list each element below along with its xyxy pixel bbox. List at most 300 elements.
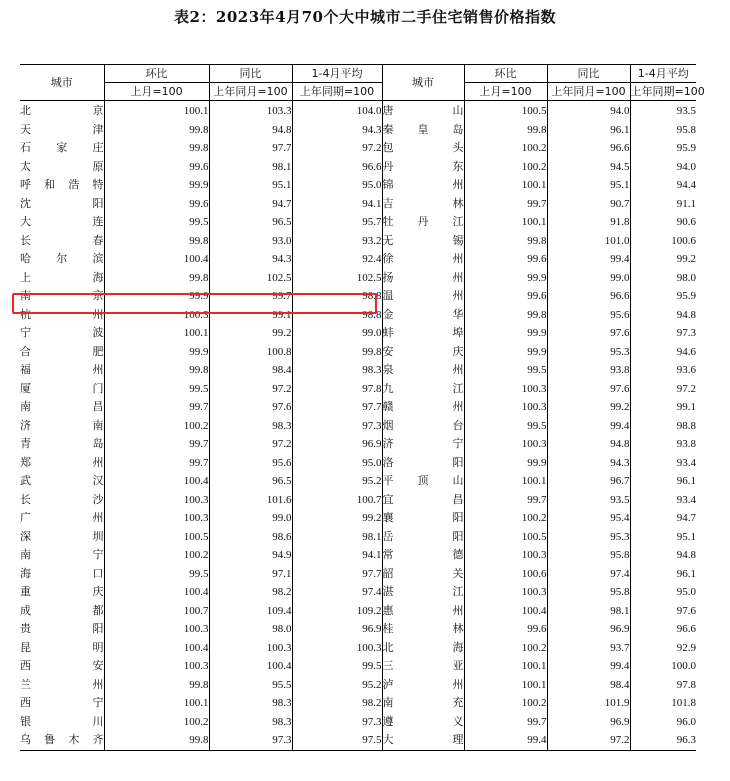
- avg-value-right: 97.6: [630, 602, 696, 621]
- mom-value-left: 100.3: [104, 509, 209, 528]
- city-name-left: 成都: [20, 603, 104, 617]
- avg-value-right: 97.2: [630, 380, 696, 399]
- yoy-value-left: 97.1: [209, 565, 292, 584]
- mom-value-left: 99.8: [104, 139, 209, 158]
- yoy-value-right: 96.9: [547, 713, 630, 732]
- yoy-value-right: 97.2: [547, 731, 630, 750]
- mom-value-right: 100.2: [464, 639, 547, 658]
- yoy-value-left: 98.4: [209, 361, 292, 380]
- yoy-value-right: 99.0: [547, 269, 630, 288]
- yoy-value-left: 99.1: [209, 306, 292, 325]
- yoy-value-right: 94.0: [547, 101, 630, 121]
- avg-value-left: 104.0: [292, 101, 382, 121]
- avg-value-left: 100.3: [292, 639, 382, 658]
- table-row: [20, 417, 696, 436]
- mom-value-right: 100.6: [464, 565, 547, 584]
- yoy-value-left: 97.6: [209, 398, 292, 417]
- avg-value-left: 99.8: [292, 343, 382, 362]
- yoy-value-right: 99.4: [547, 250, 630, 269]
- yoy-value-right: 97.4: [547, 565, 630, 584]
- city-name-right: 扬州: [382, 269, 464, 288]
- yoy-value-right: 95.8: [547, 546, 630, 565]
- yoy-value-left: 97.2: [209, 435, 292, 454]
- table-row: [20, 213, 696, 232]
- city-name-left: 上海: [20, 270, 104, 284]
- city-name-left: 厦门: [20, 381, 104, 395]
- city-name-left: 郑州: [20, 455, 104, 469]
- avg-value-left: 97.3: [292, 713, 382, 732]
- avg-value-right: 96.3: [630, 731, 696, 750]
- avg-value-right: 92.9: [630, 639, 696, 658]
- yoy-value-right: 94.5: [547, 158, 630, 177]
- city-name-right: 平顶山: [382, 472, 464, 491]
- avg-value-right: 93.4: [630, 491, 696, 510]
- price-index-table: [20, 64, 705, 751]
- avg-value-right: 101.8: [630, 694, 696, 713]
- yoy-value-left: 94.3: [209, 250, 292, 269]
- city-name-right: 锦州: [382, 176, 464, 195]
- table-row: [20, 435, 696, 454]
- mom-value-right: 100.3: [464, 435, 547, 454]
- mom-value-left: 100.7: [104, 602, 209, 621]
- avg-value-left: 94.1: [292, 195, 382, 214]
- yoy-value-right: 96.7: [547, 472, 630, 491]
- table-row: [20, 250, 696, 269]
- avg-value-right: 90.6: [630, 213, 696, 232]
- city-name-right: 九江: [382, 380, 464, 399]
- city-name-right: 吉林: [382, 195, 464, 214]
- mom-value-left: 99.8: [104, 121, 209, 140]
- yoy-value-left: 99.0: [209, 509, 292, 528]
- mom-value-right: 100.2: [464, 509, 547, 528]
- header-mom-base-left: 上月=100: [104, 83, 209, 101]
- avg-value-left: 95.2: [292, 676, 382, 695]
- avg-value-right: 95.0: [630, 583, 696, 602]
- mom-value-left: 99.5: [104, 565, 209, 584]
- mom-value-left: 99.6: [104, 158, 209, 177]
- city-name-left: 北京: [20, 104, 104, 118]
- table-row: [20, 472, 696, 491]
- city-name-left: 济南: [20, 418, 104, 432]
- mom-value-right: 100.1: [464, 213, 547, 232]
- avg-value-left: 99.0: [292, 324, 382, 343]
- header-mom-base-right: 上月=100: [464, 83, 547, 101]
- city-name-left: 合肥: [20, 344, 104, 358]
- city-name-right: 金华: [382, 306, 464, 325]
- mom-value-left: 99.9: [104, 287, 209, 306]
- mom-value-right: 100.3: [464, 380, 547, 399]
- avg-value-left: 94.3: [292, 121, 382, 140]
- table-row: [20, 176, 696, 195]
- mom-value-right: 100.2: [464, 158, 547, 177]
- mom-value-left: 99.6: [104, 195, 209, 214]
- avg-value-right: 97.3: [630, 324, 696, 343]
- yoy-value-left: 100.3: [209, 639, 292, 658]
- table-row: [20, 158, 696, 177]
- mom-value-left: 99.8: [104, 731, 209, 750]
- avg-value-right: 91.1: [630, 195, 696, 214]
- yoy-value-right: 95.1: [547, 176, 630, 195]
- avg-value-right: 94.7: [630, 509, 696, 528]
- header-mom-right: 环比: [464, 65, 547, 83]
- yoy-value-right: 96.9: [547, 620, 630, 639]
- yoy-value-left: 97.2: [209, 380, 292, 399]
- table-row: [20, 546, 696, 565]
- yoy-value-left: 97.7: [209, 139, 292, 158]
- mom-value-left: 100.4: [104, 639, 209, 658]
- city-name-right: 丹东: [382, 158, 464, 177]
- yoy-value-left: 97.3: [209, 731, 292, 750]
- avg-value-right: 96.1: [630, 472, 696, 491]
- yoy-value-left: 93.0: [209, 232, 292, 251]
- city-name-left: 西安: [20, 659, 104, 673]
- yoy-value-left: 99.2: [209, 324, 292, 343]
- mom-value-left: 100.3: [104, 620, 209, 639]
- table-row: [20, 139, 696, 158]
- yoy-value-right: 98.4: [547, 676, 630, 695]
- avg-value-right: 95.1: [630, 528, 696, 547]
- avg-value-right: 95.9: [630, 287, 696, 306]
- mom-value-right: 99.9: [464, 324, 547, 343]
- city-name-right: 济宁: [382, 435, 464, 454]
- table-row: [20, 731, 696, 750]
- avg-value-left: 92.4: [292, 250, 382, 269]
- yoy-value-right: 101.9: [547, 694, 630, 713]
- mom-value-left: 100.3: [104, 491, 209, 510]
- city-name-left: 武汉: [20, 474, 104, 488]
- city-name-right: 徐州: [382, 250, 464, 269]
- yoy-value-left: 95.6: [209, 454, 292, 473]
- avg-value-left: 95.0: [292, 176, 382, 195]
- table-row: [20, 306, 696, 325]
- avg-value-left: 99.2: [292, 509, 382, 528]
- header-row-2: [20, 83, 696, 101]
- avg-value-left: 98.3: [292, 361, 382, 380]
- table-row: [20, 343, 696, 362]
- table-row: [20, 269, 696, 288]
- yoy-value-right: 94.3: [547, 454, 630, 473]
- table-row: [20, 639, 696, 658]
- avg-value-right: 94.0: [630, 158, 696, 177]
- avg-value-left: 98.1: [292, 528, 382, 547]
- mom-value-right: 100.3: [464, 546, 547, 565]
- avg-value-left: 100.7: [292, 491, 382, 510]
- avg-value-right: 94.8: [630, 306, 696, 325]
- city-name-right: 温州: [382, 287, 464, 306]
- yoy-value-right: 101.0: [547, 232, 630, 251]
- city-name-left: 乌鲁木齐: [20, 733, 104, 747]
- city-name-right: 秦皇岛: [382, 121, 464, 140]
- mom-value-left: 99.8: [104, 269, 209, 288]
- avg-value-left: 102.5: [292, 269, 382, 288]
- city-name-left: 大连: [20, 215, 104, 229]
- yoy-value-left: 101.6: [209, 491, 292, 510]
- avg-value-right: 96.0: [630, 713, 696, 732]
- city-name-left: 长春: [20, 233, 104, 247]
- mom-value-right: 100.2: [464, 139, 547, 158]
- table-row: [20, 380, 696, 399]
- avg-value-right: 93.5: [630, 101, 696, 121]
- avg-value-left: 98.2: [292, 694, 382, 713]
- avg-value-left: 97.5: [292, 731, 382, 750]
- avg-value-left: 99.5: [292, 657, 382, 676]
- yoy-value-right: 91.8: [547, 213, 630, 232]
- avg-value-right: 95.9: [630, 139, 696, 158]
- yoy-value-right: 96.6: [547, 139, 630, 158]
- yoy-value-left: 98.2: [209, 583, 292, 602]
- mom-value-right: 100.1: [464, 676, 547, 695]
- city-name-right: 洛阳: [382, 454, 464, 473]
- avg-value-right: 93.4: [630, 454, 696, 473]
- yoy-value-left: 98.0: [209, 620, 292, 639]
- city-name-left: 广州: [20, 511, 104, 525]
- avg-value-right: 96.1: [630, 565, 696, 584]
- avg-value-left: 97.3: [292, 417, 382, 436]
- yoy-value-left: 99.7: [209, 287, 292, 306]
- city-name-right: 无锡: [382, 232, 464, 251]
- yoy-value-right: 95.8: [547, 583, 630, 602]
- mom-value-left: 99.7: [104, 435, 209, 454]
- mom-value-left: 100.1: [104, 694, 209, 713]
- city-name-left: 海口: [20, 566, 104, 580]
- table-row: [20, 101, 696, 121]
- mom-value-right: 99.4: [464, 731, 547, 750]
- header-row-1: [20, 65, 696, 83]
- mom-value-left: 100.4: [104, 250, 209, 269]
- mom-value-left: 100.3: [104, 306, 209, 325]
- city-name-left: 南昌: [20, 400, 104, 414]
- mom-value-right: 100.1: [464, 472, 547, 491]
- yoy-value-left: 109.4: [209, 602, 292, 621]
- mom-value-right: 100.1: [464, 657, 547, 676]
- table-row: [20, 694, 696, 713]
- city-name-right: 襄阳: [382, 509, 464, 528]
- header-yoy-base-left: 上年同月=100: [209, 83, 292, 101]
- city-name-right: 北海: [382, 639, 464, 658]
- city-name-right: 泉州: [382, 361, 464, 380]
- city-name-left: 昆明: [20, 640, 104, 654]
- city-name-right: 湛江: [382, 583, 464, 602]
- city-name-right: 韶关: [382, 565, 464, 584]
- avg-value-left: 95.0: [292, 454, 382, 473]
- table-row: [20, 713, 696, 732]
- avg-value-left: 109.2: [292, 602, 382, 621]
- yoy-value-left: 94.9: [209, 546, 292, 565]
- city-name-left: 天津: [20, 122, 104, 136]
- header-yoy-base-right: 上年同月=100: [547, 83, 630, 101]
- yoy-value-left: 100.8: [209, 343, 292, 362]
- city-name-left: 南宁: [20, 548, 104, 562]
- mom-value-right: 99.7: [464, 491, 547, 510]
- mom-value-right: 100.1: [464, 176, 547, 195]
- mom-value-right: 99.6: [464, 250, 547, 269]
- yoy-value-left: 96.5: [209, 213, 292, 232]
- mom-value-right: 100.5: [464, 101, 547, 121]
- mom-value-left: 99.9: [104, 176, 209, 195]
- table-row: [20, 361, 696, 380]
- mom-value-right: 99.7: [464, 713, 547, 732]
- table-row: [20, 324, 696, 343]
- yoy-value-right: 93.8: [547, 361, 630, 380]
- avg-value-left: 98.8: [292, 306, 382, 325]
- header-yoy-left: 同比: [209, 65, 292, 83]
- avg-value-right: 93.8: [630, 435, 696, 454]
- table-row: [20, 657, 696, 676]
- table-row: [20, 583, 696, 602]
- yoy-value-right: 96.6: [547, 287, 630, 306]
- mom-value-left: 99.8: [104, 232, 209, 251]
- table-row: [20, 454, 696, 473]
- city-name-left: 西宁: [20, 696, 104, 710]
- header-avg-base-left: 上年同期=100: [292, 83, 382, 101]
- header-avg-left: 1-4月平均: [292, 65, 382, 83]
- city-name-right: 烟台: [382, 417, 464, 436]
- mom-value-right: 100.3: [464, 398, 547, 417]
- mom-value-right: 99.9: [464, 269, 547, 288]
- table-row: [20, 121, 696, 140]
- yoy-value-right: 90.7: [547, 195, 630, 214]
- mom-value-right: 99.5: [464, 361, 547, 380]
- mom-value-right: 99.8: [464, 121, 547, 140]
- table-row: [20, 676, 696, 695]
- city-name-right: 遵义: [382, 713, 464, 732]
- avg-value-left: 97.7: [292, 398, 382, 417]
- mom-value-left: 100.4: [104, 583, 209, 602]
- avg-value-right: 96.6: [630, 620, 696, 639]
- yoy-value-right: 99.4: [547, 417, 630, 436]
- header-yoy-right: 同比: [547, 65, 630, 83]
- mom-value-right: 100.3: [464, 583, 547, 602]
- city-name-left: 宁波: [20, 326, 104, 340]
- city-name-left: 长沙: [20, 492, 104, 506]
- mom-value-left: 99.7: [104, 454, 209, 473]
- table-row: [20, 195, 696, 214]
- mom-value-left: 100.2: [104, 417, 209, 436]
- city-name-right: 安庆: [382, 343, 464, 362]
- mom-value-left: 100.2: [104, 546, 209, 565]
- city-name-left: 呼和浩特: [20, 178, 104, 192]
- city-name-right: 桂林: [382, 620, 464, 639]
- city-name-right: 赣州: [382, 398, 464, 417]
- yoy-value-right: 95.3: [547, 343, 630, 362]
- mom-value-left: 99.7: [104, 398, 209, 417]
- yoy-value-left: 102.5: [209, 269, 292, 288]
- yoy-value-right: 99.2: [547, 398, 630, 417]
- mom-value-right: 99.9: [464, 343, 547, 362]
- mom-value-right: 99.6: [464, 620, 547, 639]
- table-row: [20, 602, 696, 621]
- avg-value-left: 96.9: [292, 620, 382, 639]
- city-name-left: 兰州: [20, 677, 104, 691]
- yoy-value-left: 103.3: [209, 101, 292, 121]
- city-name-left: 贵阳: [20, 622, 104, 636]
- city-name-right: 唐山: [382, 101, 464, 121]
- yoy-value-right: 97.6: [547, 380, 630, 399]
- avg-value-left: 95.2: [292, 472, 382, 491]
- avg-value-right: 100.6: [630, 232, 696, 251]
- city-name-right: 包头: [382, 139, 464, 158]
- avg-value-right: 99.2: [630, 250, 696, 269]
- table-row: [20, 491, 696, 510]
- avg-value-left: 94.1: [292, 546, 382, 565]
- mom-value-left: 100.4: [104, 472, 209, 491]
- city-name-right: 惠州: [382, 602, 464, 621]
- yoy-value-left: 98.6: [209, 528, 292, 547]
- avg-value-left: 96.9: [292, 435, 382, 454]
- mom-value-left: 99.8: [104, 361, 209, 380]
- yoy-value-right: 93.7: [547, 639, 630, 658]
- table-row: [20, 232, 696, 251]
- avg-value-right: 94.4: [630, 176, 696, 195]
- avg-value-left: 95.7: [292, 213, 382, 232]
- table-row: [20, 509, 696, 528]
- header-mom-left: 环比: [104, 65, 209, 83]
- yoy-value-left: 94.8: [209, 121, 292, 140]
- table-row: [20, 565, 696, 584]
- header-avg-right: 1-4月平均: [630, 65, 696, 83]
- avg-value-right: 94.8: [630, 546, 696, 565]
- city-name-left: 太原: [20, 159, 104, 173]
- table-row: [20, 287, 696, 306]
- yoy-value-right: 94.8: [547, 435, 630, 454]
- yoy-value-right: 95.6: [547, 306, 630, 325]
- table-row: [20, 528, 696, 547]
- header-city-right: 城市: [382, 65, 464, 101]
- mom-value-right: 99.6: [464, 287, 547, 306]
- mom-value-right: 99.7: [464, 195, 547, 214]
- city-name-left: 石家庄: [20, 141, 104, 155]
- yoy-value-right: 95.3: [547, 528, 630, 547]
- avg-value-right: 98.8: [630, 417, 696, 436]
- table-title: 表2：2023年4月70个大中城市二手住宅销售价格指数: [174, 8, 556, 26]
- mom-value-left: 99.8: [104, 676, 209, 695]
- avg-value-left: 98.8: [292, 287, 382, 306]
- yoy-value-left: 95.1: [209, 176, 292, 195]
- table-row: [20, 398, 696, 417]
- city-name-right: 三亚: [382, 657, 464, 676]
- avg-value-left: 97.2: [292, 139, 382, 158]
- avg-value-right: 94.6: [630, 343, 696, 362]
- city-name-left: 哈尔滨: [20, 252, 104, 266]
- avg-value-left: 97.8: [292, 380, 382, 399]
- table-row: [20, 620, 696, 639]
- city-name-left: 重庆: [20, 585, 104, 599]
- avg-value-left: 97.7: [292, 565, 382, 584]
- mom-value-right: 99.5: [464, 417, 547, 436]
- yoy-value-left: 98.3: [209, 417, 292, 436]
- avg-value-right: 99.1: [630, 398, 696, 417]
- yoy-value-right: 96.1: [547, 121, 630, 140]
- city-name-right: 南充: [382, 694, 464, 713]
- city-name-left: 南京: [20, 289, 104, 303]
- mom-value-left: 100.5: [104, 528, 209, 547]
- city-name-left: 沈阳: [20, 196, 104, 210]
- yoy-value-left: 95.5: [209, 676, 292, 695]
- yoy-value-right: 97.6: [547, 324, 630, 343]
- header-avg-base-right: 上年同期=100: [630, 83, 696, 101]
- city-name-right: 牡丹江: [382, 213, 464, 232]
- avg-value-right: 95.8: [630, 121, 696, 140]
- city-name-right: 岳阳: [382, 528, 464, 547]
- mom-value-right: 100.4: [464, 602, 547, 621]
- mom-value-left: 100.1: [104, 101, 209, 121]
- city-name-left: 青岛: [20, 437, 104, 451]
- mom-value-left: 99.5: [104, 213, 209, 232]
- city-name-right: 宜昌: [382, 491, 464, 510]
- city-name-left: 银川: [20, 714, 104, 728]
- avg-value-right: 97.8: [630, 676, 696, 695]
- yoy-value-right: 99.4: [547, 657, 630, 676]
